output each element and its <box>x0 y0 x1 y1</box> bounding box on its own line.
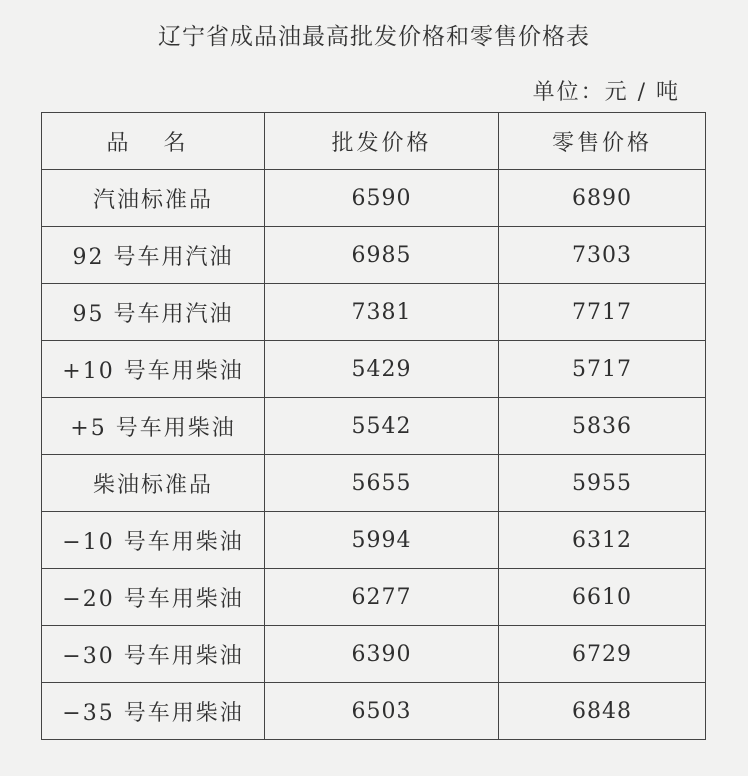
wholesale-price: 6390 <box>265 626 499 683</box>
product-name: +10 号车用柴油 <box>42 341 265 398</box>
table-row <box>42 227 706 284</box>
wholesale-price: 5429 <box>265 341 499 398</box>
retail-price: 6848 <box>499 683 706 740</box>
table-row <box>42 683 706 740</box>
table-row <box>42 512 706 569</box>
wholesale-price: 5994 <box>265 512 499 569</box>
table-row <box>42 455 706 512</box>
product-name: 汽油标准品 <box>42 170 265 227</box>
wholesale-price: 5542 <box>265 398 499 455</box>
table-header-row <box>42 113 706 170</box>
retail-price: 5955 <box>499 455 706 512</box>
retail-price: 5836 <box>499 398 706 455</box>
wholesale-price: 7381 <box>265 284 499 341</box>
retail-price: 6729 <box>499 626 706 683</box>
unit-label: 单位：元 / 吨 <box>532 80 680 105</box>
product-name: −30 号车用柴油 <box>42 626 265 683</box>
table-row <box>42 284 706 341</box>
retail-price: 6610 <box>499 569 706 626</box>
wholesale-price: 6985 <box>265 227 499 284</box>
document-title: 辽宁省成品油最高批发价格和零售价格表 <box>158 24 590 50</box>
table-row <box>42 569 706 626</box>
product-name: −35 号车用柴油 <box>42 683 265 740</box>
table-row <box>42 170 706 227</box>
wholesale-price: 6503 <box>265 683 499 740</box>
product-name: 92 号车用汽油 <box>42 227 265 284</box>
product-name: 柴油标准品 <box>42 455 265 512</box>
product-name: −20 号车用柴油 <box>42 569 265 626</box>
table-row <box>42 626 706 683</box>
header-retail-price: 零售价格 <box>499 113 706 170</box>
table-row <box>42 398 706 455</box>
retail-price: 6312 <box>499 512 706 569</box>
header-wholesale-price: 批发价格 <box>265 113 499 170</box>
wholesale-price: 6590 <box>265 170 499 227</box>
retail-price: 6890 <box>499 170 706 227</box>
wholesale-price: 5655 <box>265 455 499 512</box>
header-product-name: 品 名 <box>42 113 265 170</box>
product-name: +5 号车用柴油 <box>42 398 265 455</box>
product-name: −10 号车用柴油 <box>42 512 265 569</box>
product-name: 95 号车用汽油 <box>42 284 265 341</box>
wholesale-price: 6277 <box>265 569 499 626</box>
table-row <box>42 341 706 398</box>
price-table <box>41 112 706 740</box>
retail-price: 5717 <box>499 341 706 398</box>
retail-price: 7303 <box>499 227 706 284</box>
retail-price: 7717 <box>499 284 706 341</box>
